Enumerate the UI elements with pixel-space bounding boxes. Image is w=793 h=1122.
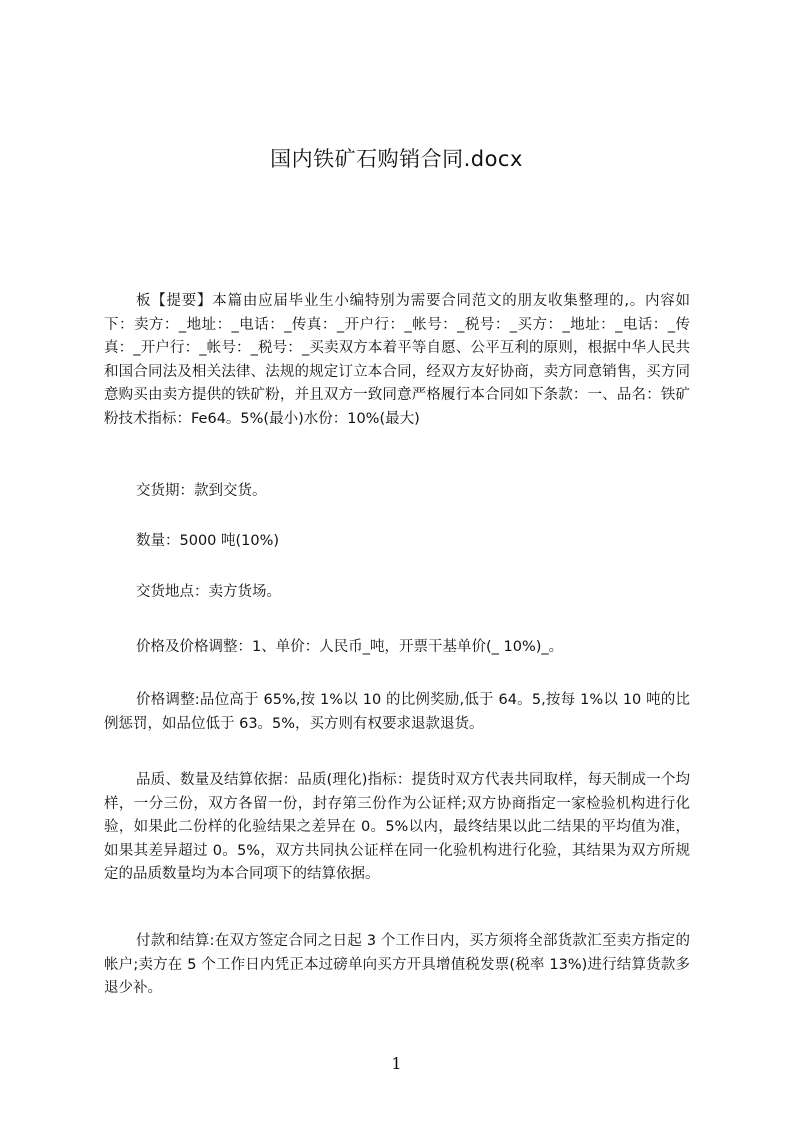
paragraph-delivery-period: 交货期：款到交货。: [136, 483, 267, 499]
page-number: 1: [391, 1054, 402, 1073]
paragraph-payment: 付款和结算:在双方签定合同之日起 3 个工作日内，买方须将全部货款汇至卖方指定的帐户;卖方在 5 个工作日内凭正本过磅单向买方开具增值税发票(税率 13%)进行结算货款多退少补。: [104, 933, 690, 996]
paragraph-price: 价格及价格调整：1、单价：人民币_吨，开票干基单价(_ 10%)_。: [136, 639, 564, 655]
paragraph-price-adjustment: 价格调整:品位高于 65%,按 1%以 10 的比例奖励,低于 64。5,按每 1%以 10 吨的比例惩罚，如品位低于 63。5%，买方则有权要求退款退货。: [104, 692, 690, 732]
paragraph-delivery-place: 交货地点：卖方货场。: [136, 584, 281, 600]
paragraph-intro: 板【提要】本篇由应届毕业生小编特别为需要合同范文的朋友收集整理的,。内容如下：卖方：_地址：_电话：_传真：_开户行：_帐号：_税号：_买方：_地址：_电话：_传真：_开户行：_帐号：_税号：_买卖双方本着平等自愿、公平互利的原则，根据中华人民共和国合同法及相关法律、法规的规定订立本合同，经双方友好协商，卖方同意销售，买方同意购买由卖方提供的铁矿粉，并且双方一致同意严格履行本合同如下条款：一、品名：铁矿粉技术指标：Fe64。5%(最小)水份：10%(最大): [104, 293, 690, 427]
document-title: 国内铁矿石购销合同.docx: [270, 147, 523, 171]
paragraph-quality-settlement: 品质、数量及结算依据：品质(理化)指标：提货时双方代表共同取样，每天制成一个均样，一分三份，双方各留一份，封存第三份作为公证样;双方协商指定一家检验机构进行化验，如果此二份样的化验结果之差异在 0。5%以内，最终结果以此二结果的平均值为准，如果其差异超过 0。5%，双方共同执公证样在同一化验机构进行化验，其结果为双方所规定的品质数量均为本合同项下的结算依据。: [104, 772, 690, 882]
paragraph-quantity: 数量：5000 吨(10%): [136, 533, 280, 549]
